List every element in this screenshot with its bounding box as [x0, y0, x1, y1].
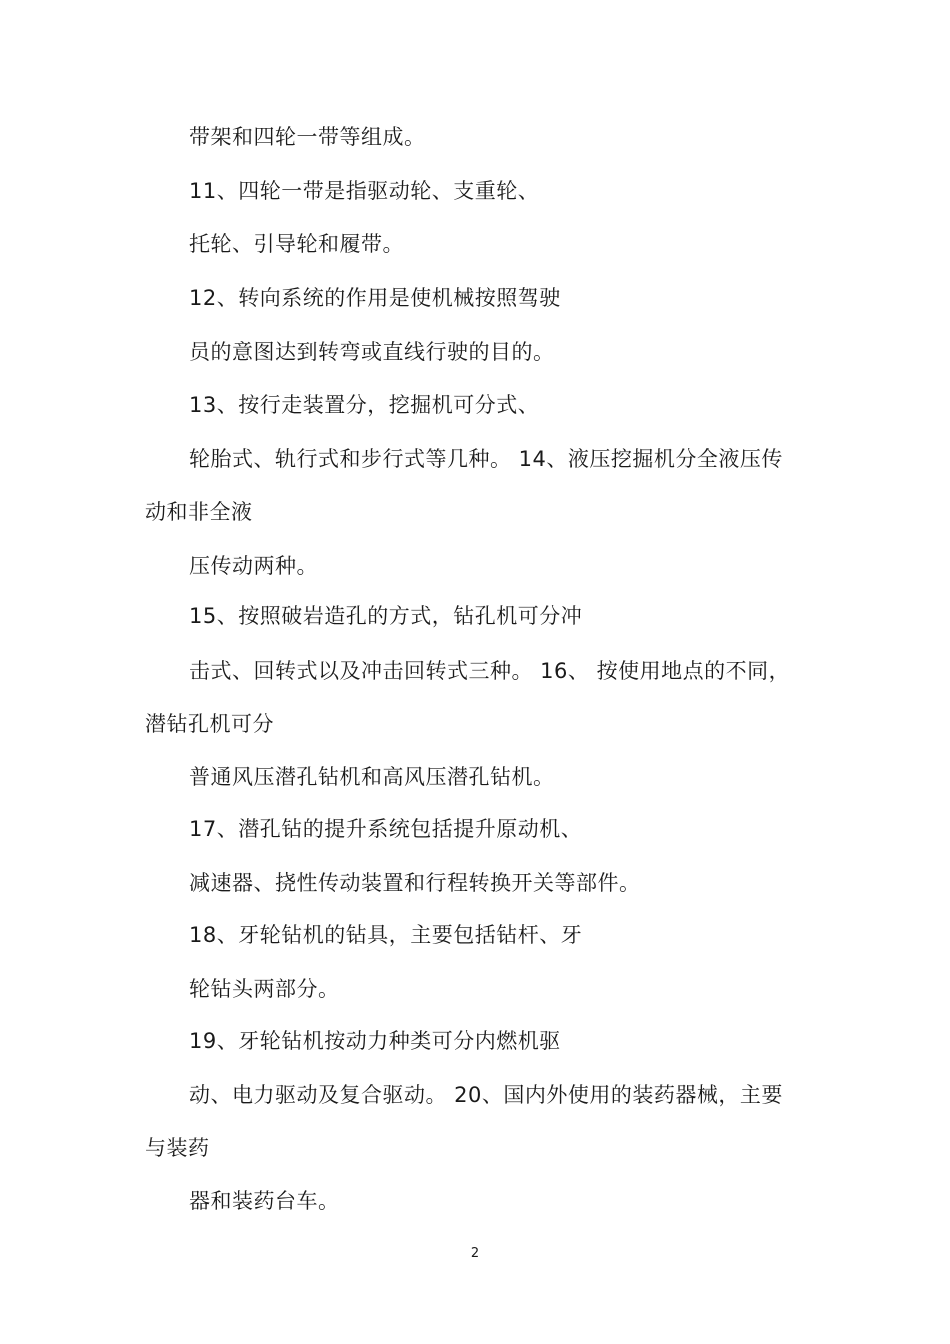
- text-line: 减速器、挠性传动装置和行程转换开关等部件。: [189, 871, 641, 895]
- text-line: 轮钻头两部分。: [189, 977, 340, 1001]
- text-line: 13、按行走装置分，挖掘机可分式、: [189, 393, 540, 417]
- text-line: 19、牙轮钻机按动力种类可分内燃机驱: [189, 1029, 561, 1053]
- text-line: 击式、回转式以及冲击回转式三种。 16、 按使用地点的不同，: [189, 659, 791, 683]
- text-line: 托轮、引导轮和履带。: [189, 232, 404, 256]
- text-line: 11、四轮一带是指驱动轮、支重轮、: [189, 179, 540, 203]
- text-line: 普通风压潜孔钻机和高风压潜孔钻机。: [189, 765, 555, 789]
- text-line: 18、牙轮钻机的钻具，主要包括钻杆、牙: [189, 923, 583, 947]
- text-line: 压传动两种。: [189, 554, 318, 578]
- text-line: 轮胎式、轨行式和步行式等几种。 14、液压挖掘机分全液压传: [189, 447, 783, 471]
- text-line: 员的意图达到转弯或直线行驶的目的。: [189, 340, 555, 364]
- text-line: 动、电力驱动及复合驱动。 20、国内外使用的装药器械，主要: [189, 1083, 783, 1107]
- text-line: 与装药: [145, 1136, 210, 1160]
- text-line: 器和装药台车。: [189, 1189, 340, 1213]
- page-number: 2: [470, 1246, 480, 1261]
- text-line: 潜钻孔机可分: [145, 712, 274, 736]
- text-line: 15、按照破岩造孔的方式，钻孔机可分冲: [189, 604, 583, 628]
- text-line: 动和非全液: [145, 500, 253, 524]
- text-line: 17、潜孔钻的提升系统包括提升原动机、: [189, 817, 583, 841]
- text-line: 12、转向系统的作用是使机械按照驾驶: [189, 286, 561, 310]
- text-line: 带架和四轮一带等组成。: [189, 125, 426, 149]
